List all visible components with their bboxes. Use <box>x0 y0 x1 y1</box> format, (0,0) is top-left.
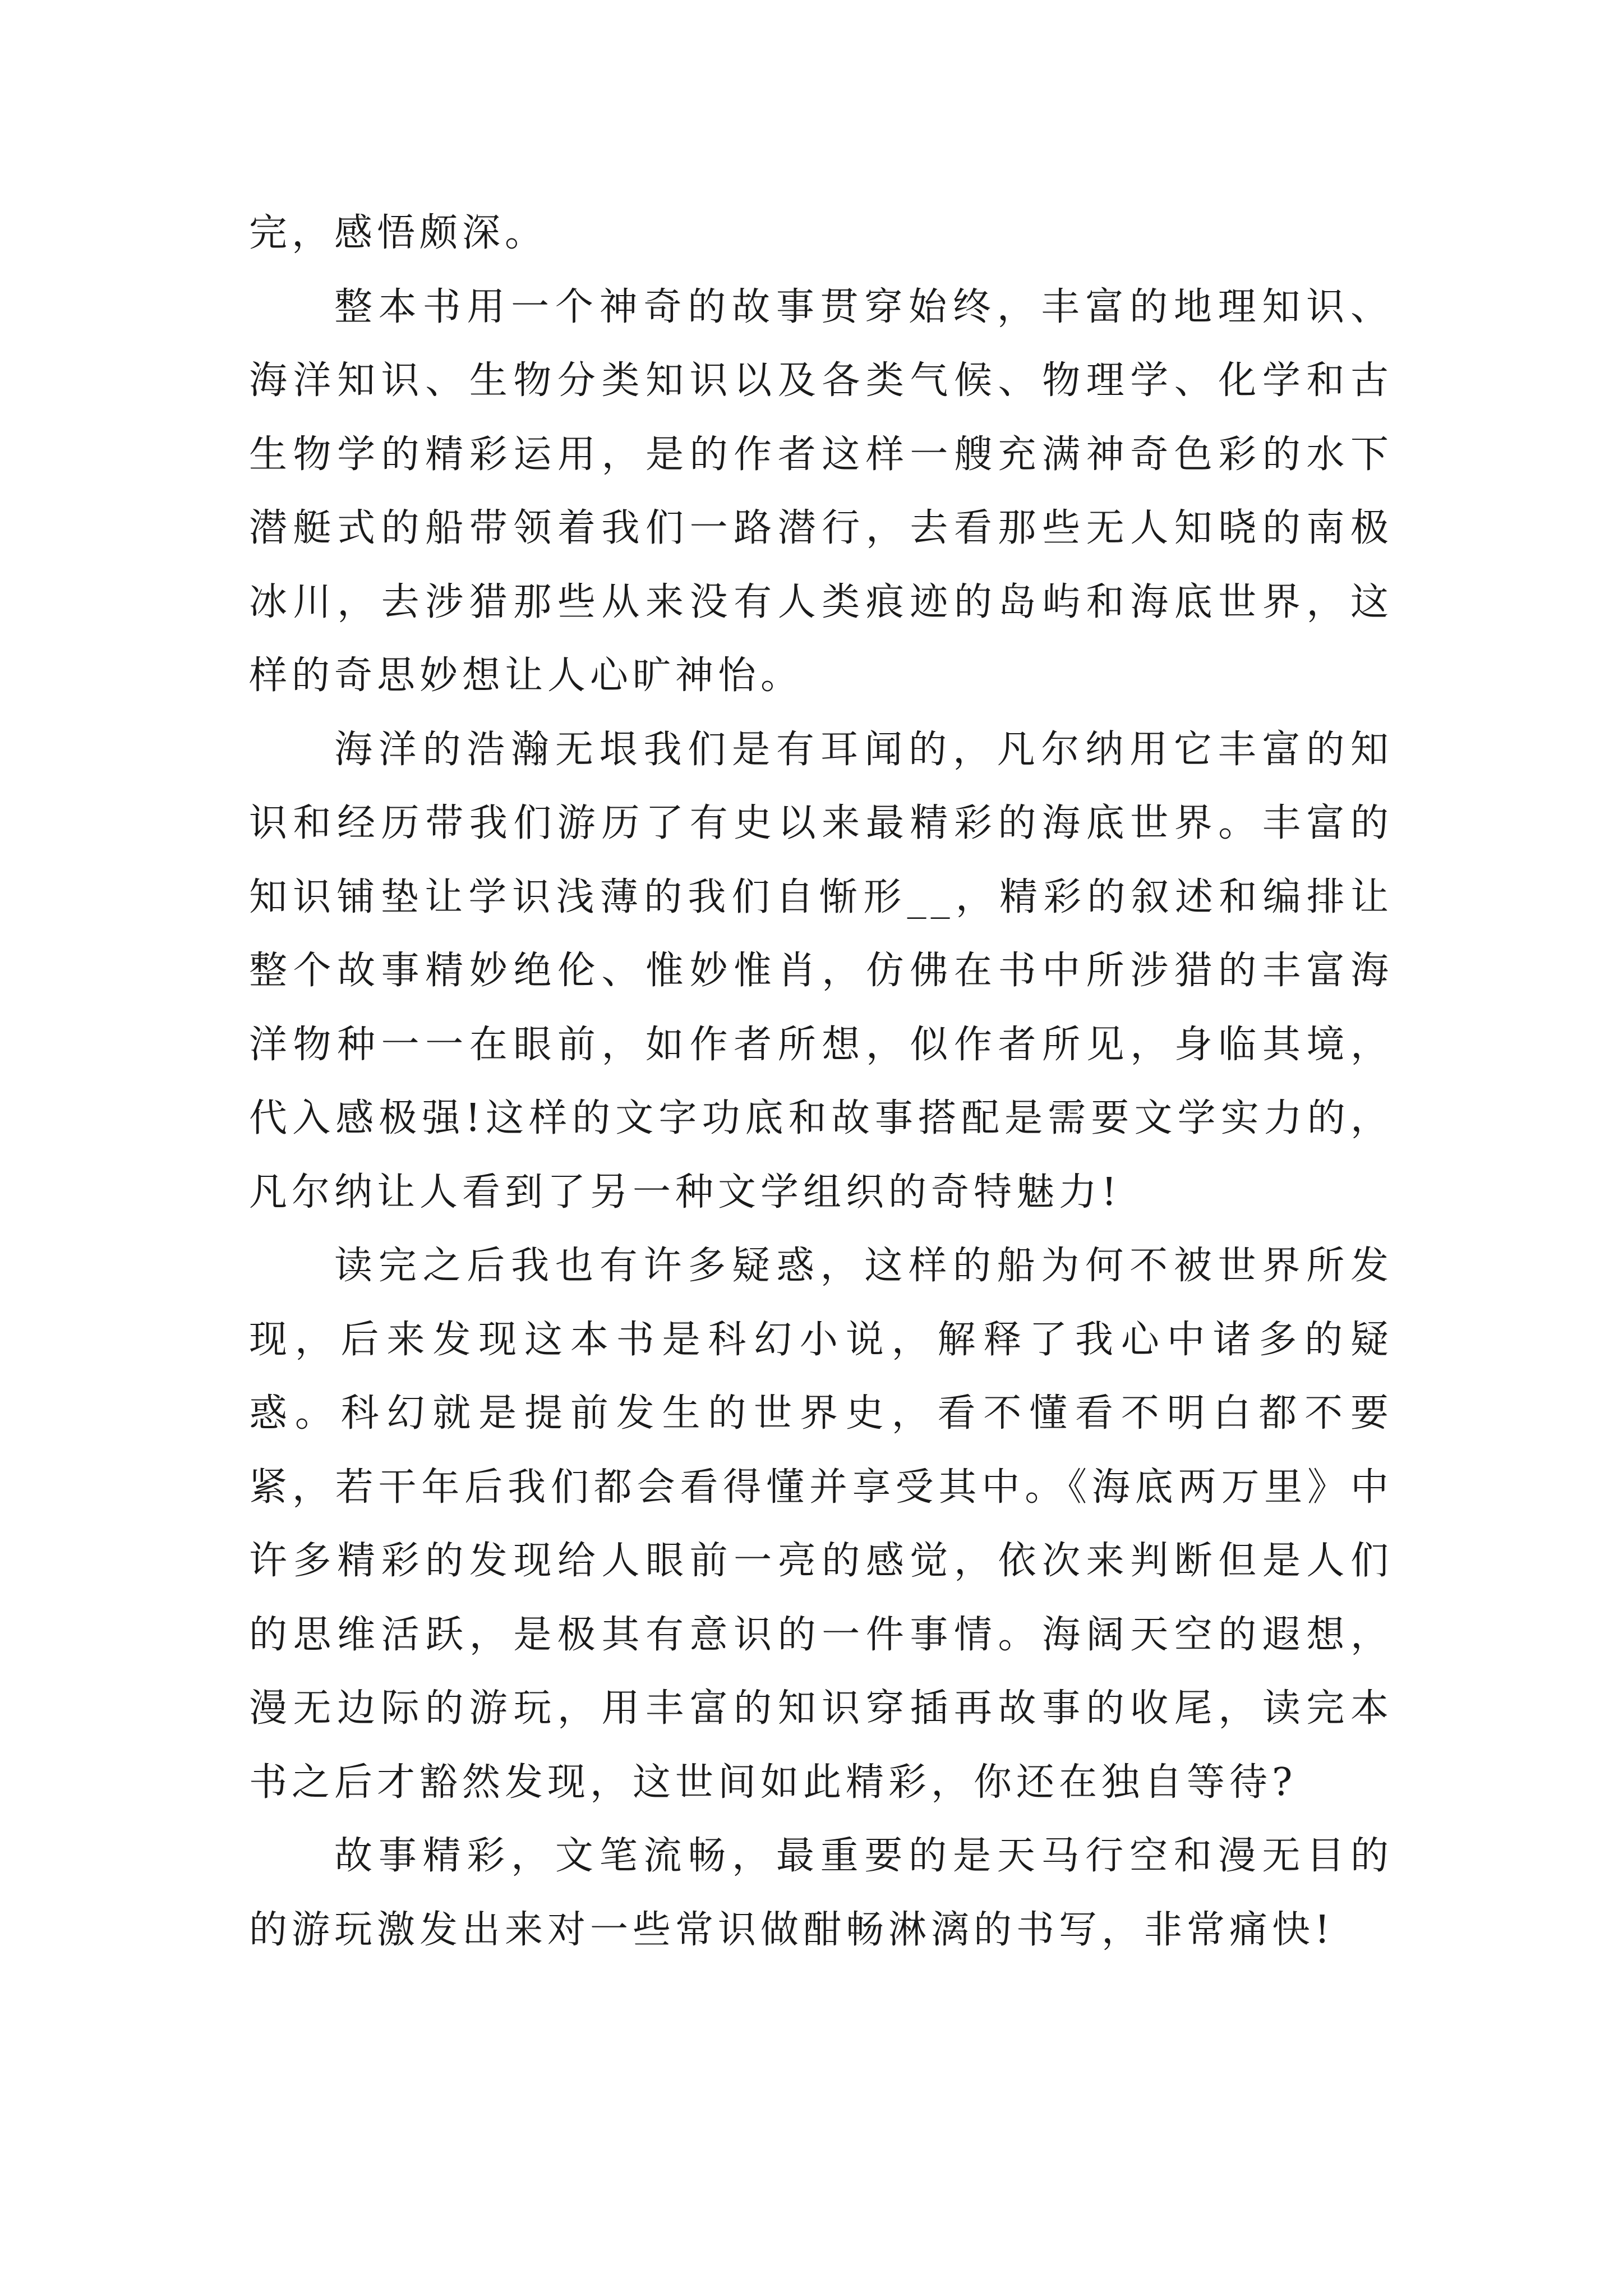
body-text <box>249 196 1393 1967</box>
paragraph-1: 完，感悟颇深。 <box>249 211 548 255</box>
paragraph-5: 故事精彩，文笔流畅，最重要的是天马行空和漫无目的的游玩激发出来对一些常识做酣畅淋漓的书写，非常痛快! <box>249 1834 1393 1952</box>
paragraph-2: 整本书用一个神奇的故事贯穿始终，丰富的地理知识、海洋知识、生物分类知识以及各类气候、物理学、化学和古生物学的精彩运用，是的作者这样一艘充满神奇色彩的水下潜艇式的船带领着我们一路潜行，去看那些无人知晓的南极冰川，去涉猎那些从来没有人类痕迹的岛屿和海底世界，这样的奇思妙想让人心旷神怡。 <box>249 284 1393 698</box>
paragraph-4: 读完之后我也有许多疑惑，这样的船为何不被世界所发现，后来发现这本书是科幻小说，解释了我心中诸多的疑惑。科幻就是提前发生的世界史，看不懂看不明白都不要紧，若干年后我们都会看得懂并享受其中。《海底两万里》中许多精彩的发现给人眼前一亮的感觉，依次来判断但是人们的思维活跃，是极其有意识的一件事情。海阔天空的遐想，漫无边际的游玩，用丰富的知识穿插再故事的收尾，读完本书之后才豁然发现，这世间如此精彩，你还在独自等待? <box>249 1244 1393 1805</box>
paragraph-3: 海洋的浩瀚无垠我们是有耳闻的，凡尔纳用它丰富的知识和经历带我们游历了有史以来最精彩的海底世界。丰富的知识铺垫让学识浅薄的我们自惭形__，精彩的叙述和编排让整个故事精妙绝伦、惟妙惟肖，仿佛在书中所涉猎的丰富海洋物种一一在眼前，如作者所想，似作者所见，身临其境，代入感极强!这样的文字功底和故事搭配是需要文学实力的，凡尔纳让人看到了另一种文学组织的奇特魅力! <box>249 727 1393 1214</box>
